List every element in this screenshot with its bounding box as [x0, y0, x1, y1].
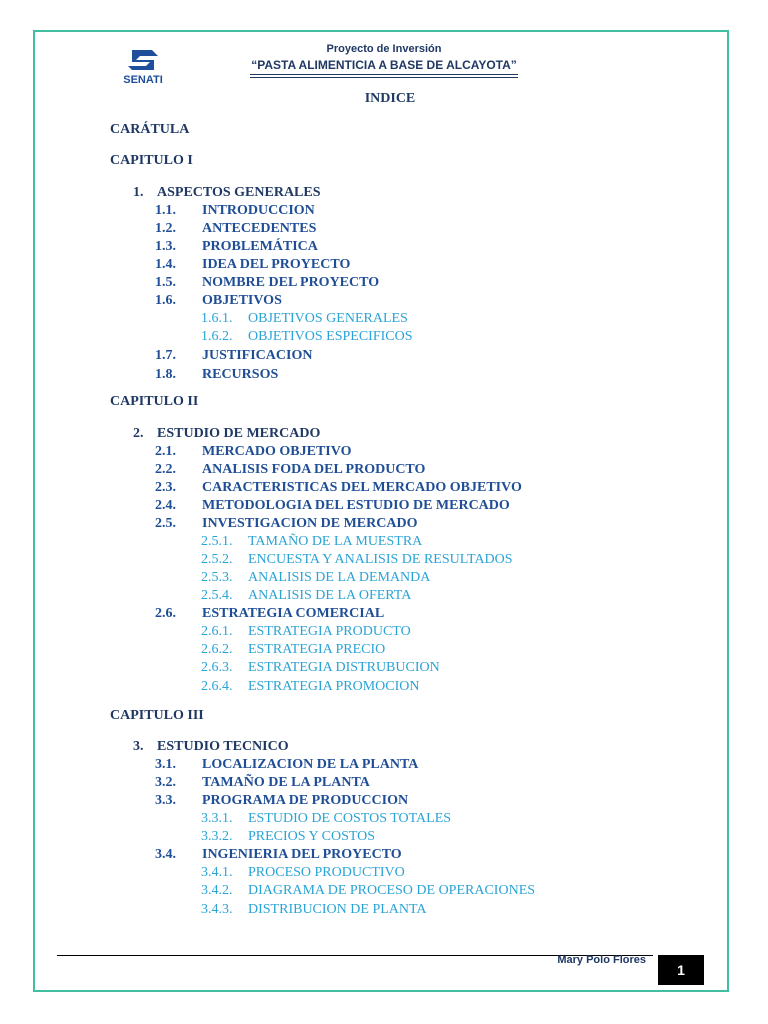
- toc-number: 3.4.1.: [201, 865, 233, 880]
- toc-number: 3.4.2.: [201, 883, 233, 898]
- toc-number: 2.6.4.: [201, 679, 233, 694]
- toc-number: 3.: [133, 739, 144, 754]
- page-number: 1: [658, 955, 704, 985]
- toc-label: ASPECTOS GENERALES: [157, 185, 321, 200]
- toc-number: 3.3.2.: [201, 829, 233, 844]
- toc-label: ANALISIS DE LA OFERTA: [248, 588, 412, 603]
- toc-number: 2.1.: [155, 444, 176, 459]
- toc-entry[interactable]: [155, 756, 418, 774]
- toc-label: ESTUDIO DE COSTOS TOTALES: [248, 811, 452, 826]
- toc-label: PROCESO PRODUCTIVO: [248, 865, 405, 880]
- toc-label: PROBLEMÁTICA: [202, 239, 318, 254]
- toc-number: 1.3.: [155, 239, 176, 254]
- toc-number: 1.7.: [155, 348, 176, 363]
- project-label: Proyecto de Inversión: [326, 43, 442, 55]
- toc-label: OBJETIVOS ESPECIFICOS: [248, 329, 413, 344]
- toc-entry[interactable]: [155, 220, 316, 238]
- toc-number: 2.4.: [155, 498, 176, 513]
- logo-text: SENATI: [123, 74, 163, 86]
- toc-label: ESTRATEGIA DISTRUBUCION: [248, 660, 440, 675]
- toc-number: 3.3.: [155, 793, 176, 808]
- footer-author: Mary Polo Flores: [557, 954, 646, 966]
- toc-entry[interactable]: [155, 274, 379, 292]
- toc-number: 2.: [133, 426, 144, 441]
- toc-label: DISTRIBUCION DE PLANTA: [248, 902, 427, 917]
- toc-entry[interactable]: [133, 184, 321, 202]
- toc-number: 2.5.4.: [201, 588, 233, 603]
- toc-entry[interactable]: [201, 828, 375, 846]
- toc-label: ENCUESTA Y ANALISIS DE RESULTADOS: [248, 552, 513, 567]
- toc-number: 3.1.: [155, 757, 176, 772]
- toc-entry[interactable]: [201, 623, 411, 641]
- toc-entry[interactable]: [155, 497, 510, 515]
- toc-label: ESTUDIO TECNICO: [157, 739, 289, 754]
- toc-number: 2.5.2.: [201, 552, 233, 567]
- toc-entry[interactable]: [201, 678, 420, 696]
- toc-label: TAMAÑO DE LA MUESTRA: [248, 534, 423, 549]
- toc-label: TAMAÑO DE LA PLANTA: [202, 775, 370, 790]
- toc-label: METODOLOGIA DEL ESTUDIO DE MERCADO: [202, 498, 510, 513]
- toc-entry[interactable]: [155, 347, 312, 365]
- toc-number: 2.6.: [155, 606, 176, 621]
- toc-number: 3.2.: [155, 775, 176, 790]
- toc-entry[interactable]: [201, 641, 385, 659]
- toc-number: 1.6.: [155, 293, 176, 308]
- toc-number: 1.5.: [155, 275, 176, 290]
- toc-entry[interactable]: [155, 479, 522, 497]
- toc-label: INTRODUCCION: [202, 203, 315, 218]
- index-title: INDICE: [364, 91, 416, 106]
- toc-label: NOMBRE DEL PROYECTO: [202, 275, 380, 290]
- toc-number: 2.6.3.: [201, 660, 233, 675]
- toc-number: 1.1.: [155, 203, 176, 218]
- toc-label: ESTUDIO DE MERCADO: [157, 426, 321, 441]
- toc-number: 3.4.: [155, 847, 176, 862]
- toc-entry[interactable]: [201, 901, 427, 919]
- toc-entry[interactable]: [155, 256, 350, 274]
- toc-entry[interactable]: [155, 443, 351, 461]
- toc-number: 2.6.1.: [201, 624, 233, 639]
- toc-label: PRECIOS Y COSTOS: [248, 829, 376, 844]
- toc-number: 2.5.: [155, 516, 176, 531]
- toc-number: 2.5.1.: [201, 534, 233, 549]
- toc-label: INVESTIGACION DE MERCADO: [202, 516, 418, 531]
- toc-label: ESTRATEGIA COMERCIAL: [202, 606, 385, 621]
- toc-entry[interactable]: [201, 882, 535, 900]
- toc-entry[interactable]: [155, 292, 282, 310]
- toc-number: 3.4.3.: [201, 902, 233, 917]
- toc-chapter-2[interactable]: CAPITULO II: [110, 394, 199, 409]
- toc-entry[interactable]: [155, 774, 370, 792]
- toc-label: ANTECEDENTES: [202, 221, 317, 236]
- toc-number: 1.6.2.: [201, 329, 233, 344]
- toc-entry[interactable]: [155, 238, 318, 256]
- toc-entry[interactable]: [201, 659, 440, 677]
- toc-label: ESTRATEGIA PRODUCTO: [248, 624, 411, 639]
- toc-label: RECURSOS: [202, 367, 279, 382]
- toc-number: 3.3.1.: [201, 811, 233, 826]
- toc-label: JUSTIFICACION: [202, 348, 313, 363]
- toc-label: MERCADO OBJETIVO: [202, 444, 352, 459]
- project-title: “PASTA ALIMENTICIA A BASE DE ALCAYOTA”: [251, 58, 517, 72]
- toc-entry[interactable]: [155, 461, 425, 479]
- toc-entry[interactable]: [155, 846, 402, 864]
- toc-entry[interactable]: [201, 551, 513, 569]
- toc-entry[interactable]: [201, 533, 422, 551]
- toc-entry[interactable]: [133, 425, 320, 443]
- toc-label: ANALISIS FODA DEL PRODUCTO: [202, 462, 426, 477]
- toc-entry[interactable]: [155, 605, 384, 623]
- toc-entry[interactable]: [201, 810, 451, 828]
- toc-label: LOCALIZACION DE LA PLANTA: [202, 757, 419, 772]
- toc-entry[interactable]: [201, 310, 408, 328]
- header-rule: [250, 74, 518, 75]
- toc-caratula[interactable]: CARÁTULA: [110, 122, 190, 137]
- toc-label: ESTRATEGIA PROMOCION: [248, 679, 420, 694]
- toc-number: 2.5.3.: [201, 570, 233, 585]
- toc-chapter-3[interactable]: CAPITULO III: [110, 708, 204, 723]
- toc-entry[interactable]: [133, 738, 289, 756]
- toc-label: ESTRATEGIA PRECIO: [248, 642, 386, 657]
- toc-label: PROGRAMA DE PRODUCCION: [202, 793, 409, 808]
- toc-chapter-1[interactable]: CAPITULO I: [110, 153, 193, 168]
- toc-number: 1.: [133, 185, 144, 200]
- toc-number: 1.8.: [155, 367, 176, 382]
- toc-entry[interactable]: [155, 792, 408, 810]
- toc-label: OBJETIVOS: [202, 293, 282, 308]
- toc-entry[interactable]: [201, 864, 405, 882]
- toc-label: INGENIERIA DEL PROYECTO: [202, 847, 402, 862]
- toc-number: 1.4.: [155, 257, 176, 272]
- toc-entry[interactable]: [155, 515, 417, 533]
- toc-label: DIAGRAMA DE PROCESO DE OPERACIONES: [248, 883, 536, 898]
- toc-number: 2.6.2.: [201, 642, 233, 657]
- toc-label: IDEA DEL PROYECTO: [202, 257, 351, 272]
- toc-entry[interactable]: [155, 202, 315, 220]
- toc-number: 1.2.: [155, 221, 176, 236]
- toc-entry[interactable]: [201, 328, 413, 346]
- toc-entry[interactable]: [201, 569, 430, 587]
- toc-label: OBJETIVOS GENERALES: [248, 311, 408, 326]
- toc-entry[interactable]: [201, 587, 411, 605]
- header-rule: [250, 77, 518, 78]
- toc-number: 2.2.: [155, 462, 176, 477]
- toc-number: 1.6.1.: [201, 311, 233, 326]
- toc-label: ANALISIS DE LA DEMANDA: [248, 570, 431, 585]
- toc-label: CARACTERISTICAS DEL MERCADO OBJETIVO: [202, 480, 522, 495]
- toc-number: 2.3.: [155, 480, 176, 495]
- toc-entry[interactable]: [155, 366, 278, 384]
